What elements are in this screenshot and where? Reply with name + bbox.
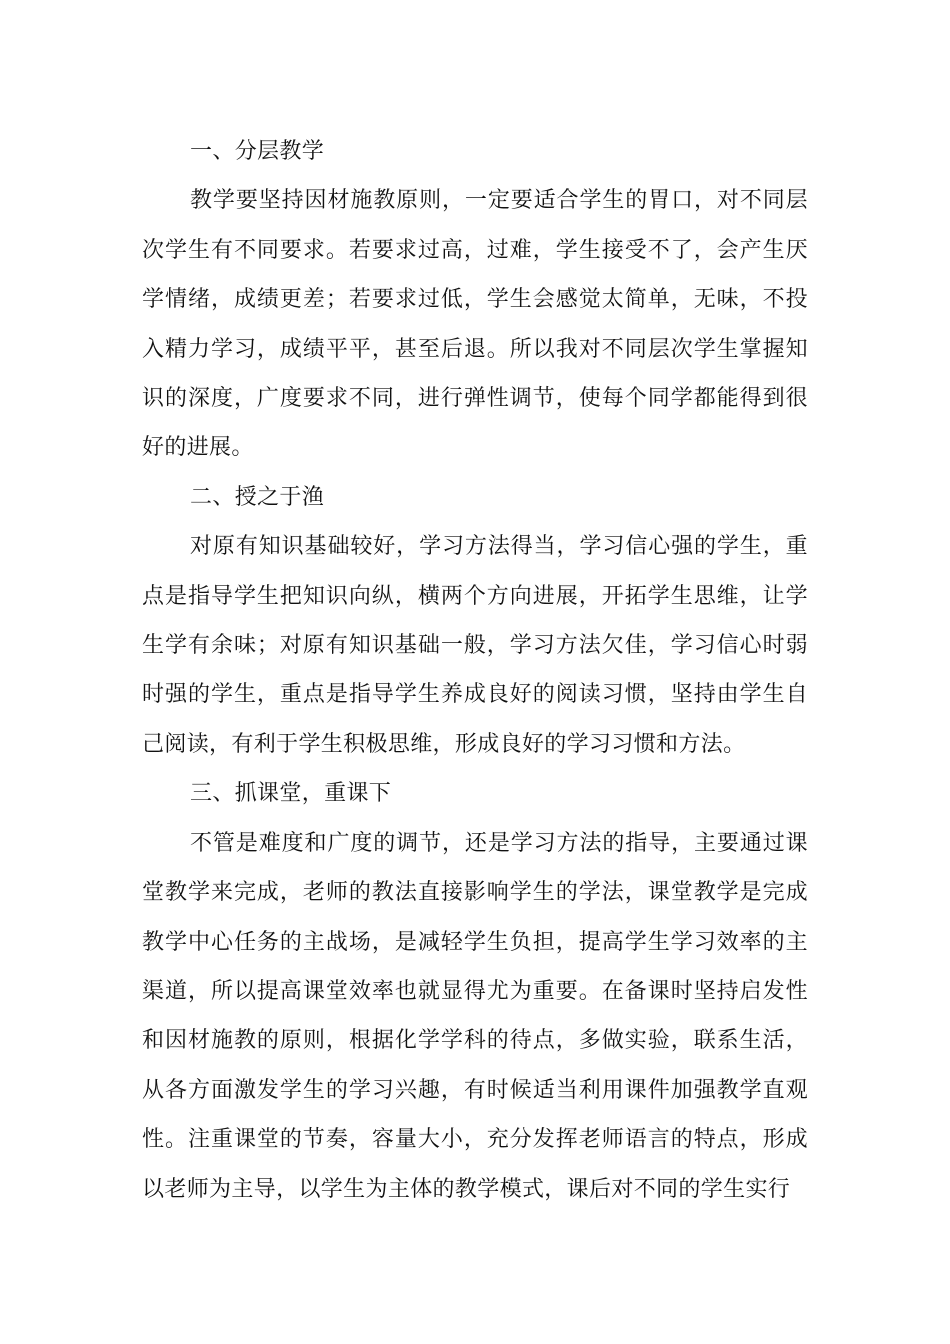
section-heading-1: 一、分层教学 (190, 139, 325, 164)
section-paragraph-2: 对原有知识基础较好，学习方法得当，学习信心强的学生，重点是指导学生把知识向纵，横两个方向进展，开拓学生思维，让学生学有余味；对原有知识基础一般，学习方法欠佳，学习信心时弱时强的学生，重点是指导学生养成良好的阅读习惯，坚持由学生自己阅读，有利于学生积极思维，形成良好的学习习惯和方法。 (142, 534, 808, 757)
document-body (142, 127, 808, 1214)
section-paragraph-3: 不管是难度和广度的调节，还是学习方法的指导，主要通过课堂教学来完成，老师的教法直接影响学生的学法，课堂教学是完成教学中心任务的主战场，是减轻学生负担，提高学生学习效率的主渠道，所以提高课堂效率也就显得尤为重要。在备课时坚持启发性和因材施教的原则，根据化学学科的待点，多做实验，联系生活，从各方面激发学生的学习兴趣，有时候适当利用课件加强教学直观性。注重课堂的节奏，容量大小，充分发挥老师语言的特点，形成以老师为主导，以学生为主体的教学模式，课后对不同的学生实行 (142, 830, 808, 1202)
section-paragraph-1: 教学要坚持因材施教原则，一定要适合学生的胃口，对不同层次学生有不同要求。若要求过高，过难，学生接受不了，会产生厌学情绪，成绩更差；若要求过低，学生会感觉太简单，无味，不投入精力学习，成绩平平，甚至后退。所以我对不同层次学生掌握知识的深度，广度要求不同，进行弹性调节，使每个同学都能得到很好的进展。 (142, 188, 808, 461)
section-heading-3: 三、抓课堂，重课下 (190, 781, 392, 807)
section-heading-2: 二、授之于渔 (190, 484, 325, 510)
